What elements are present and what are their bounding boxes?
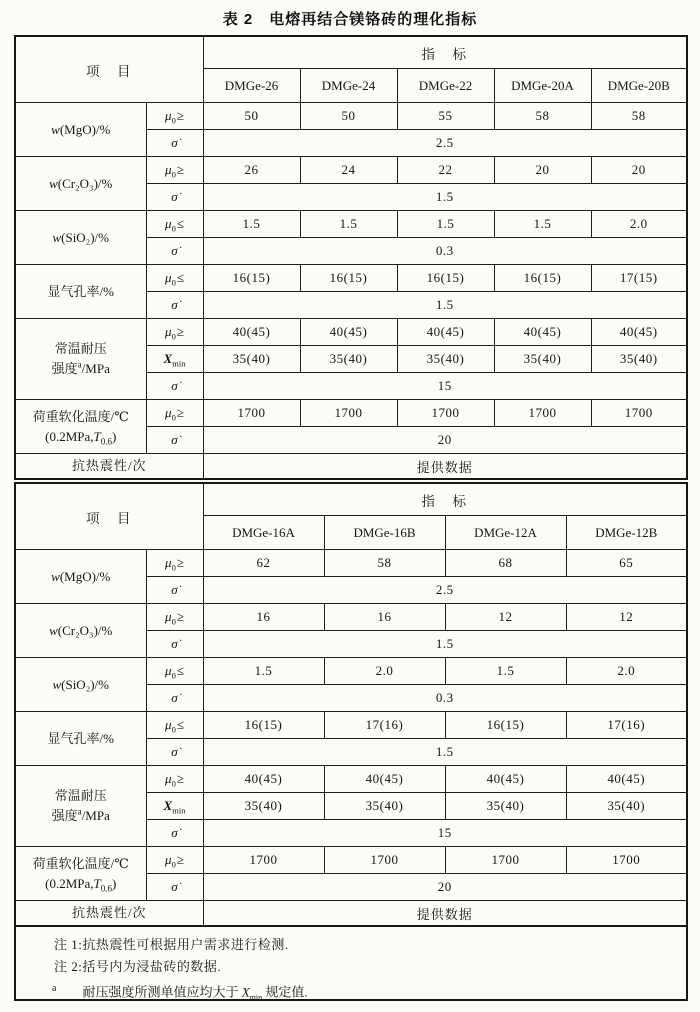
stat-symbol: $X_{min}$	[146, 793, 203, 820]
value-cell: 62	[203, 550, 324, 577]
value-cell: 16(15)	[397, 265, 494, 292]
shared-value-cell: 15	[203, 373, 687, 400]
indicator-header: 指 标	[203, 36, 687, 69]
footnote-a-text-post: 规定值.	[262, 984, 308, 1000]
shared-value-cell: 2.5	[203, 577, 687, 604]
value-cell: 55	[397, 103, 494, 130]
value-cell: 1.5	[300, 211, 397, 238]
value-cell: 1.5	[203, 658, 324, 685]
value-cell: 12	[566, 604, 687, 631]
stat-symbol: $X_{min}$	[146, 346, 203, 373]
property-label: w(SiO₂)/%	[15, 211, 146, 265]
value-cell: 40(45)	[300, 319, 397, 346]
stat-symbol: $\mu_0\ge$	[146, 604, 203, 631]
footnotes-box	[14, 927, 688, 1001]
value-cell: 17(16)	[566, 712, 687, 739]
value-cell: 35(40)	[445, 793, 566, 820]
shared-value-cell: 1.5	[203, 184, 687, 211]
item-header: 项 目	[15, 483, 203, 550]
stat-symbol: $\mu_0\ge$	[146, 400, 203, 427]
stat-symbol: σ̇	[146, 820, 203, 847]
value-cell: 1700	[494, 400, 591, 427]
value-cell: 16	[324, 604, 445, 631]
property-label: 显气孔率/%	[15, 712, 146, 766]
value-cell: 35(40)	[203, 346, 300, 373]
shared-value-cell: 0.3	[203, 685, 687, 712]
column-header-grade: DMGe-16B	[324, 516, 445, 550]
value-cell: 26	[203, 157, 300, 184]
value-cell: 12	[445, 604, 566, 631]
thermal-shock-label: 抗热震性/次	[15, 454, 203, 480]
value-cell: 58	[494, 103, 591, 130]
property-label: 显气孔率/%	[15, 265, 146, 319]
spec-table-lower	[14, 482, 688, 927]
value-cell: 40(45)	[494, 319, 591, 346]
spec-table-upper	[14, 35, 688, 480]
value-cell: 1700	[445, 847, 566, 874]
value-cell: 65	[566, 550, 687, 577]
value-cell: 50	[203, 103, 300, 130]
value-cell: 50	[300, 103, 397, 130]
value-cell: 16	[203, 604, 324, 631]
value-cell: 16(15)	[300, 265, 397, 292]
value-cell: 40(45)	[203, 319, 300, 346]
value-cell: 24	[300, 157, 397, 184]
value-cell: 16(15)	[494, 265, 591, 292]
value-cell: 20	[591, 157, 687, 184]
value-cell: 1700	[591, 400, 687, 427]
stat-symbol: σ̇	[146, 874, 203, 901]
value-cell: 1.5	[445, 658, 566, 685]
value-cell: 35(40)	[591, 346, 687, 373]
shared-value-cell: 20	[203, 874, 687, 901]
stat-symbol: $\mu_0\ge$	[146, 766, 203, 793]
column-header-grade: DMGe-12B	[566, 516, 687, 550]
value-cell: 2.0	[591, 211, 687, 238]
property-label: w(SiO₂)/%	[15, 658, 146, 712]
column-header-grade: DMGe-24	[300, 69, 397, 103]
value-cell: 1.5	[494, 211, 591, 238]
thermal-shock-label: 抗热震性/次	[15, 901, 203, 927]
stat-symbol: σ̇	[146, 427, 203, 454]
stat-symbol: σ̇	[146, 184, 203, 211]
value-cell: 35(40)	[300, 346, 397, 373]
value-cell: 1.5	[397, 211, 494, 238]
value-cell: 35(40)	[397, 346, 494, 373]
property-label: w(Cr₂O₃)/%	[15, 604, 146, 658]
stat-symbol: $\mu_0\ge$	[146, 550, 203, 577]
value-cell: 22	[397, 157, 494, 184]
column-header-grade: DMGe-20A	[494, 69, 591, 103]
stat-symbol: $\mu_0\ge$	[146, 103, 203, 130]
value-cell: 16(15)	[203, 712, 324, 739]
value-cell: 1.5	[203, 211, 300, 238]
shared-value-cell: 20	[203, 427, 687, 454]
property-label: 荷重软化温度/℃ $(0.2MPa,T_{0.6})$	[15, 400, 146, 454]
value-cell: 16(15)	[203, 265, 300, 292]
stat-symbol: $\mu_0\le$	[146, 712, 203, 739]
column-header-grade: DMGe-16A	[203, 516, 324, 550]
stat-symbol: σ̇	[146, 238, 203, 265]
footnote-a-xmin-subscript: min	[249, 992, 263, 1002]
column-header-grade: DMGe-26	[203, 69, 300, 103]
value-cell: 35(40)	[494, 346, 591, 373]
value-cell: 40(45)	[397, 319, 494, 346]
stat-symbol: $\mu_0\ge$	[146, 847, 203, 874]
property-label: 常温耐压 强度$^a$/MPa	[15, 766, 146, 847]
footnote-a	[28, 978, 676, 1003]
thermal-shock-value: 提供数据	[203, 901, 687, 927]
value-cell: 17(16)	[324, 712, 445, 739]
stat-symbol: $\mu_0\le$	[146, 658, 203, 685]
shared-value-cell: 0.3	[203, 238, 687, 265]
value-cell: 40(45)	[324, 766, 445, 793]
stat-symbol: σ̇	[146, 739, 203, 766]
value-cell: 40(45)	[591, 319, 687, 346]
value-cell: 16(15)	[445, 712, 566, 739]
thermal-shock-value: 提供数据	[203, 454, 687, 480]
property-label: w(Cr₂O₃)/%	[15, 157, 146, 211]
shared-value-cell: 1.5	[203, 739, 687, 766]
shared-value-cell: 1.5	[203, 292, 687, 319]
footnote-a-marker: a	[52, 983, 57, 994]
column-header-grade: DMGe-12A	[445, 516, 566, 550]
value-cell: 1700	[566, 847, 687, 874]
value-cell: 1700	[203, 400, 300, 427]
shared-value-cell: 15	[203, 820, 687, 847]
stat-symbol: σ̇	[146, 292, 203, 319]
property-label: w(MgO)/%	[15, 103, 146, 157]
value-cell: 40(45)	[203, 766, 324, 793]
stat-symbol: $\mu_0\le$	[146, 265, 203, 292]
value-cell: 1700	[300, 400, 397, 427]
stat-symbol: σ̇	[146, 130, 203, 157]
stat-symbol: σ̇	[146, 373, 203, 400]
footnote-a-text-pre: 耐压强度所测单值应均大于	[82, 984, 242, 1000]
footnote-1: 注 1:抗热震性可根据用户需求进行检测.	[54, 937, 289, 952]
value-cell: 2.0	[324, 658, 445, 685]
shared-value-cell: 1.5	[203, 631, 687, 658]
item-header: 项 目	[15, 36, 203, 103]
stat-symbol: $\mu_0\ge$	[146, 319, 203, 346]
stat-symbol: $\mu_0\le$	[146, 211, 203, 238]
value-cell: 20	[494, 157, 591, 184]
table-area	[14, 35, 686, 1001]
stat-symbol: σ̇	[146, 685, 203, 712]
shared-value-cell: 2.5	[203, 130, 687, 157]
value-cell: 35(40)	[203, 793, 324, 820]
value-cell: 40(45)	[445, 766, 566, 793]
stat-symbol: σ̇	[146, 577, 203, 604]
property-label: 常温耐压 强度$^a$/MPa	[15, 319, 146, 400]
stat-symbol: σ̇	[146, 631, 203, 658]
value-cell: 58	[591, 103, 687, 130]
value-cell: 35(40)	[324, 793, 445, 820]
value-cell: 35(40)	[566, 793, 687, 820]
table-title: 表 2 电熔再结合镁铬砖的理化指标	[222, 11, 478, 28]
value-cell: 2.0	[566, 658, 687, 685]
value-cell: 1700	[203, 847, 324, 874]
value-cell: 68	[445, 550, 566, 577]
value-cell: 17(15)	[591, 265, 687, 292]
value-cell: 1700	[397, 400, 494, 427]
indicator-header: 指 标	[203, 483, 687, 516]
value-cell: 58	[324, 550, 445, 577]
stat-symbol: $\mu_0\ge$	[146, 157, 203, 184]
column-header-grade: DMGe-22	[397, 69, 494, 103]
property-label: w(MgO)/%	[15, 550, 146, 604]
property-label: 荷重软化温度/℃ $(0.2MPa,T_{0.6})$	[15, 847, 146, 901]
footnote-a-xmin-symbol: X	[241, 984, 250, 1000]
value-cell: 1700	[324, 847, 445, 874]
value-cell: 40(45)	[566, 766, 687, 793]
column-header-grade: DMGe-20B	[591, 69, 687, 103]
footnote-2: 注 2:括号内为浸盐砖的数据.	[54, 959, 222, 974]
